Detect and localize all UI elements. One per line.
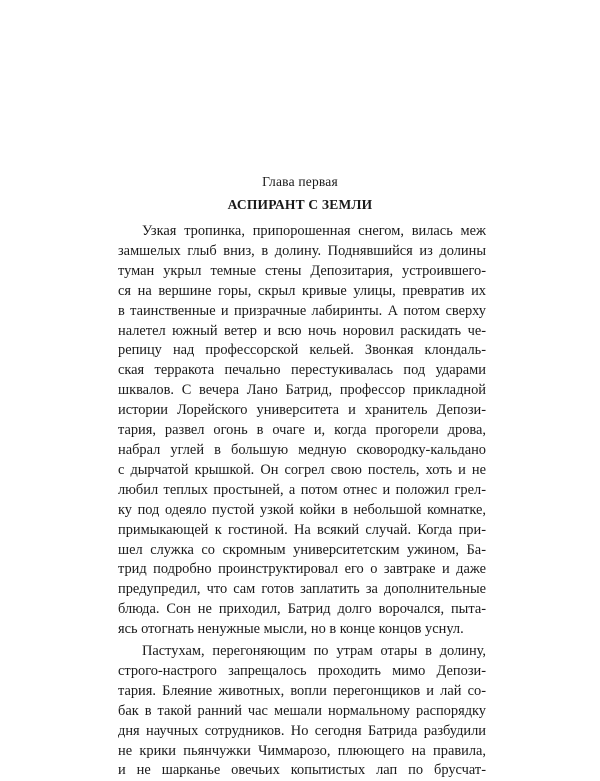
text-line: истории Лорейского университета и хранитель Депози- (118, 402, 486, 419)
text-line: тария. Блеяние животных, вопли перегонщиков и лай со- (118, 682, 486, 699)
text-line: блюда. Сон не приходил, Батрид долго ворочался, пыта- (118, 601, 486, 618)
text-line: ская терракота печально перестукивалась под ударами (118, 362, 486, 379)
text-line: ся на вершине горы, скрыл кривые улицы, превратив их (118, 282, 486, 299)
body-text (118, 222, 486, 781)
text-line: в таинственные и призрачные лабиринты. А потом сверху (118, 302, 486, 319)
chapter-title: АСПИРАНТ С ЗЕМЛИ (227, 197, 373, 212)
text-line: налетел южный ветер и всю ночь норовил раскидать че- (118, 322, 486, 339)
text-line: туман укрыл темные стены Депозитария, устроившего- (118, 262, 486, 279)
paragraph-2 (118, 642, 486, 781)
text-line: предупредил, что сам готов заплатить за дополнительные (118, 581, 486, 598)
text-line: с дырчатой крышкой. Он согрел свою постель, хоть и не (118, 461, 486, 478)
text-line: тария, развел огонь в очаге и, когда прогорели дрова, (118, 422, 486, 439)
text-line: строго-настрого запрещалось проходить мимо Депози- (118, 662, 486, 679)
text-line: репицу над профессорской кельей. Звонкая клондаль- (118, 342, 486, 359)
text-line: примыкающей к гостиной. На всякий случай. Когда при- (118, 521, 486, 538)
text-line: Узкая тропинка, припорошенная снегом, вилась меж (142, 223, 486, 239)
text-line: ясь отогнать ненужные мысли, но в конце концов уснул. (118, 621, 464, 638)
text-line: дня научных сотрудников. Но сегодня Батрида разбудили (118, 722, 486, 739)
text-line: любил теплых простыней, а потом отнес и положил грел- (118, 481, 486, 498)
text-line: набрал углей в большую медную сковородку-кальдано (118, 441, 486, 458)
text-line: трид подробно проинструктировал его о завтраке и даже (118, 561, 486, 578)
text-line: замшелых глыб вниз, в долину. Поднявшийся из долины (118, 242, 486, 259)
text-line: шел служка со скромным университетским ужином, Ба- (118, 541, 486, 558)
chapter-label: Глава первая (262, 174, 338, 189)
text-line: Пастухам, перегоняющим по утрам отары в долину, (142, 643, 486, 660)
text-line: ку под одеяло пустой узкой койки в небольшой комнатке, (118, 501, 486, 518)
text-line: бак в такой ранний час мешали нормальному распорядку (118, 702, 486, 719)
paragraph-1 (118, 222, 486, 640)
text-line: не крики пьянчужки Чиммарозо, плюющего на правила, (118, 742, 486, 759)
text-line: и не шарканье овечьих копытистых лап по брусчат- (118, 762, 486, 779)
text-line: шквалов. С вечера Лано Батрид, профессор прикладной (118, 382, 486, 399)
